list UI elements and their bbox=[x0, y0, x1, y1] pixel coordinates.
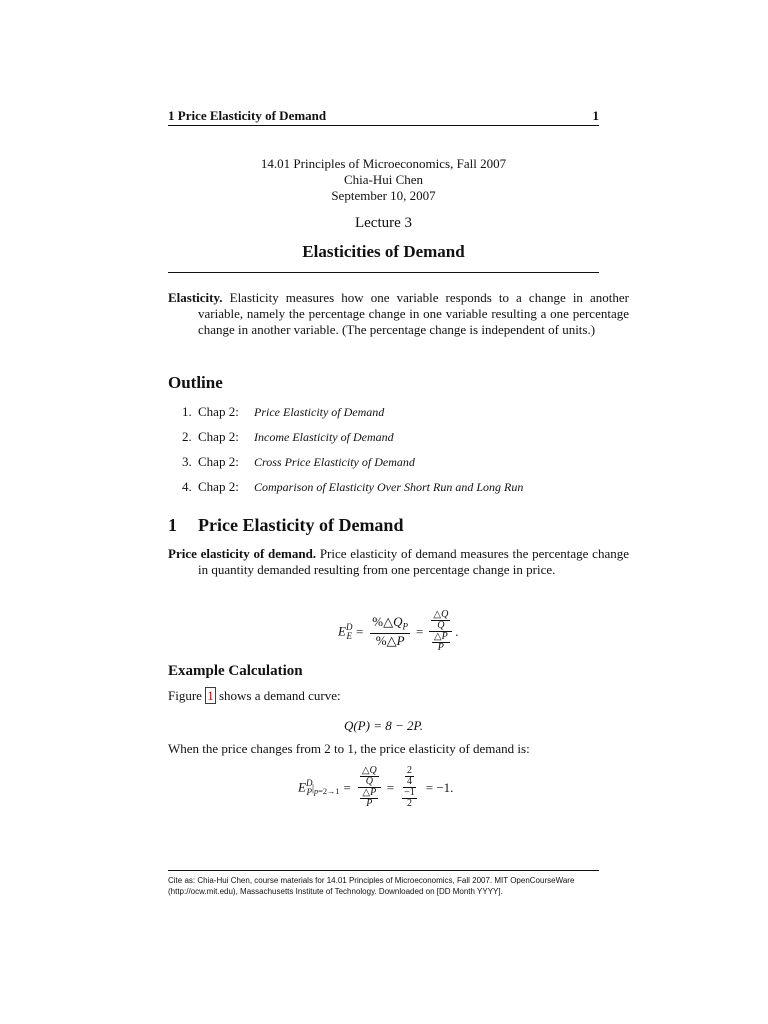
elasticity-definition bbox=[168, 290, 629, 338]
definition-text: Elasticity measures how one variable responds to a change in another variable, namely the percentage change in one variable resulting a one percentage change in another variable. (The percentage change is independent of units.) bbox=[198, 290, 629, 337]
ped-text: Price elasticity of demand measures the percentage change in quantity demanded resulting from one percentage change in price. bbox=[198, 546, 629, 577]
demand-equation: Q(P) = 8 − 2P. bbox=[343, 718, 424, 733]
outline-item-topic: Cross Price Elasticity of Demand bbox=[254, 455, 415, 469]
figure-suffix: shows a demand curve: bbox=[218, 688, 341, 703]
elasticity-formula: $E^D_E$ = $\frac{\%\triangle Q_P}{\%\triangle P}$ = $\frac{\frac{\triangle Q}{Q}}{\frac{\triangle P}{P}}$ . bbox=[338, 609, 459, 653]
example-heading: Example Calculation bbox=[168, 663, 303, 679]
price-elasticity-definition bbox=[168, 546, 629, 578]
calculation-result: = −1. bbox=[425, 779, 454, 795]
footnote-rule bbox=[168, 870, 599, 871]
outline-item bbox=[182, 479, 599, 504]
figure-prefix: Figure bbox=[168, 688, 202, 703]
ped-term: Price elasticity of demand. bbox=[168, 546, 317, 561]
outline-item-topic: Comparison of Elasticity Over Short Run and Long Run bbox=[254, 480, 524, 494]
outline-item-topic: Price Elasticity of Demand bbox=[254, 405, 385, 419]
outline-item-chapter: Chap 2: bbox=[198, 429, 239, 444]
outline-item-topic: Income Elasticity of Demand bbox=[254, 430, 394, 444]
figure-link[interactable]: 1 bbox=[207, 688, 214, 703]
outline-item-chapter: Chap 2: bbox=[198, 479, 239, 494]
running-head-title: 1 Price Elasticity of Demand bbox=[168, 108, 327, 123]
citation-footnote: Cite as: Chia-Hui Chen, course materials for 14.01 Principles of Microeconomics, Fall 2007. MIT OpenCourseWare (http://ocw.mit.edu), Massachusetts Institute of Technology. Downloaded on [DD Month YYYY]. bbox=[168, 876, 575, 896]
outline-heading: Outline bbox=[168, 373, 223, 392]
course-name: 14.01 Principles of Microeconomics, Fall 2007 bbox=[260, 156, 507, 171]
definition-term: Elasticity. bbox=[168, 290, 223, 305]
outline-item-number: 3. bbox=[182, 454, 192, 469]
outline-item bbox=[182, 404, 599, 429]
delta-fraction: $\frac{\frac{\triangle Q}{Q}}{\frac{\triangle P}{P}}$ bbox=[358, 766, 381, 809]
ratio-fraction: $\frac{\frac{\triangle Q}{Q}}{\frac{\triangle P}{P}}$ bbox=[429, 610, 452, 653]
title-block bbox=[168, 156, 599, 204]
outline-item-number: 2. bbox=[182, 429, 192, 444]
running-head bbox=[168, 108, 599, 124]
title-rule bbox=[168, 272, 599, 273]
outline-item bbox=[182, 454, 599, 479]
outline-item-chapter: Chap 2: bbox=[198, 454, 239, 469]
calculation-formula: $E^D_P|_{p=2\to 1}$ = $\frac{\frac{\triangle Q}{Q}}{\frac{\triangle P}{P}}$ = $\frac{\frac{2}{4}}{\frac{-1}{2}}$ = −1. bbox=[298, 765, 454, 809]
document-title: Elasticities of Demand bbox=[302, 242, 465, 261]
lecture-number: Lecture 3 bbox=[354, 215, 413, 231]
outline-list bbox=[182, 404, 599, 504]
header-rule bbox=[168, 125, 599, 126]
section-number: 1 bbox=[168, 515, 177, 535]
author-name: Chia-Hui Chen bbox=[343, 172, 424, 187]
figure-sentence bbox=[168, 688, 599, 704]
section-title: Price Elasticity of Demand bbox=[198, 515, 404, 535]
outline-item bbox=[182, 429, 599, 454]
page-number: 1 bbox=[592, 108, 599, 123]
section-heading bbox=[168, 515, 403, 536]
outline-item-number: 1. bbox=[182, 404, 192, 419]
outline-item-number: 4. bbox=[182, 479, 192, 494]
lecture-date: September 10, 2007 bbox=[331, 188, 436, 203]
price-change-sentence: When the price changes from 2 to 1, the price elasticity of demand is: bbox=[168, 741, 530, 756]
outline-item-chapter: Chap 2: bbox=[198, 404, 239, 419]
numeric-fraction: $\frac{\frac{2}{4}}{\frac{-1}{2}}$ bbox=[404, 765, 415, 809]
percent-fraction: $\frac{\%\triangle Q_P}{\%\triangle P}$ bbox=[372, 613, 409, 649]
